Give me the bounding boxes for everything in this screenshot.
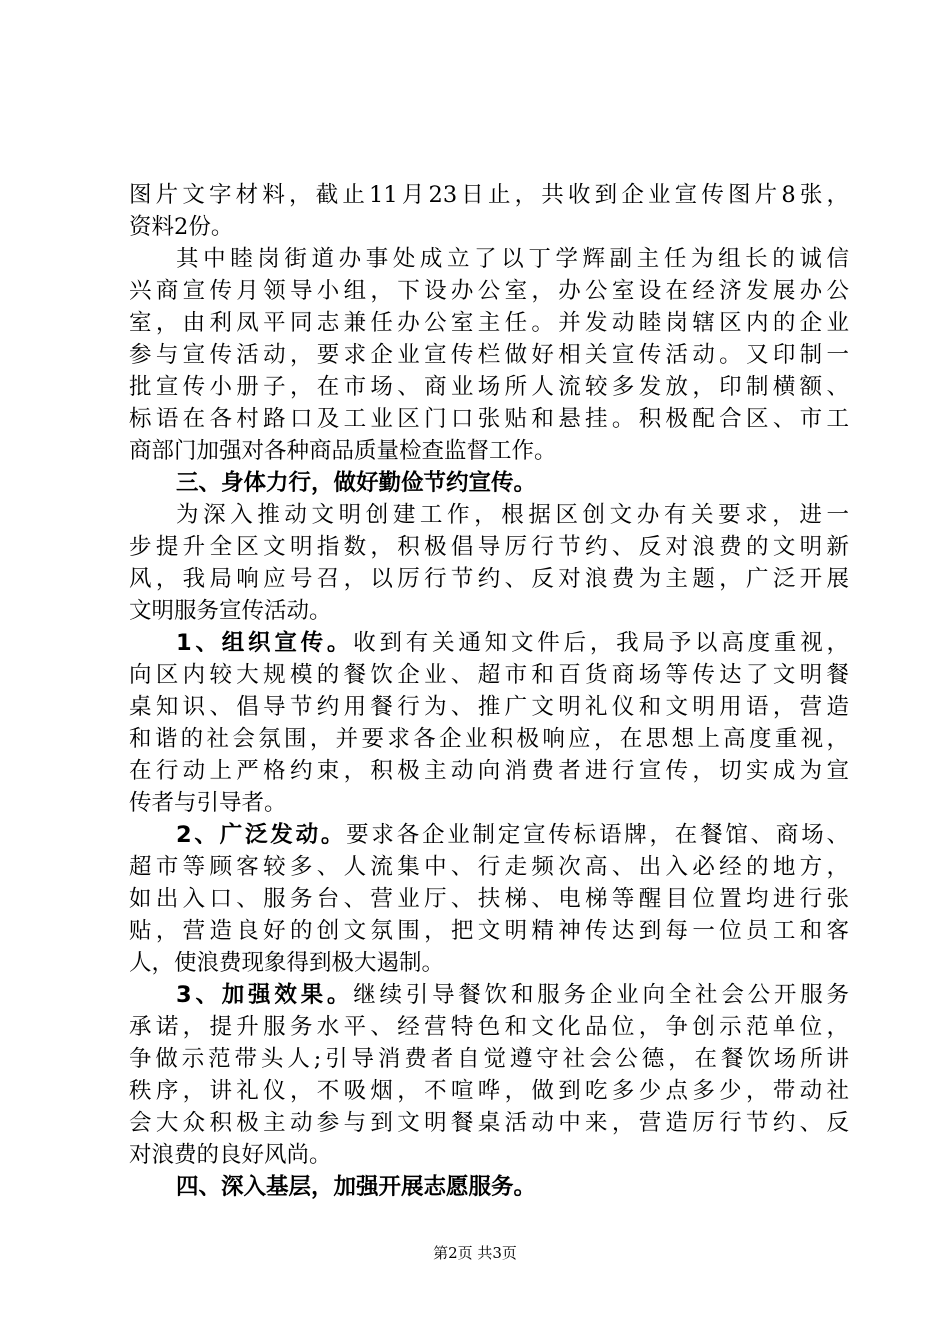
body-text-line: 超市等顾客较多、人流集中、行走频次高、出入必经的地方， [129,854,849,880]
body-text-line: 文明服务宣传活动。 [129,598,332,624]
body-text-line: 和谐的社会氛围，并要求各企业积极响应，在思想上高度重视， [129,726,849,752]
body-text-line: 其中睦岗街道办事处成立了以丁学辉副主任为组长的诚信 [176,246,849,272]
body-text-line: 为深入推动文明创建工作，根据区创文办有关要求，进一 [176,502,849,528]
body-text-line: 承诺，提升服务水平、经营特色和文化品位，争创示范单位， [129,1014,849,1040]
list-item-line [176,627,849,659]
body-text-line: 争做示范带头人;引导消费者自觉遵守社会公德，在餐饮场所讲 [129,1046,849,1072]
item-title: 2、广泛发动。 [176,822,347,848]
body-text-line: 人，使浪费现象得到极大遏制。 [129,950,445,976]
list-item-line [176,979,849,1011]
body-text-line: 风，我局响应号召，以厉行节约、反对浪费为主题，广泛开展 [129,566,849,592]
page-number-footer: 第2页 共3页 [433,1244,517,1262]
body-text-line: 步提升全区文明指数，积极倡导厉行节约、反对浪费的文明新 [129,534,849,560]
section-heading: 四、深入基层，加强开展志愿服务。 [176,1174,537,1200]
body-text-line: 标语在各村路口及工业区门口张贴和悬挂。积极配合区、市工 [129,406,849,432]
item-text: 继续引导餐饮和服务企业向全社会公开服务 [353,982,849,1008]
item-title: 1、组织宣传。 [176,630,354,656]
list-item-line [176,819,849,851]
body-text-line: 在行动上严格约束，积极主动向消费者进行宣传，切实成为宣 [129,758,849,784]
body-text-line: 兴商宣传月领导小组，下设办公室，办公室设在经济发展办公 [129,278,849,304]
body-text-line: 资料2份。 [129,214,234,240]
body-text-line: 贴，营造良好的创文氛围，把文明精神传达到每一位员工和客 [129,918,849,944]
body-text-line: 参与宣传活动，要求企业宣传栏做好相关宣传活动。又印制一 [129,342,849,368]
item-text: 收到有关通知文件后，我局予以高度重视， [353,630,849,656]
body-text-line: 图片文字材料，截止11月23日止，共收到企业宣传图片8张， [129,182,849,208]
body-text-line: 商部门加强对各种商品质量检查监督工作。 [129,438,557,464]
item-text: 要求各企业制定宣传标语牌，在餐馆、商场、 [346,822,849,848]
body-text-line: 会大众积极主动参与到文明餐桌活动中来，营造厉行节约、反 [129,1110,849,1136]
item-title: 3、加强效果。 [176,982,354,1008]
body-text-line: 秩序，讲礼仪，不吸烟，不喧哗，做到吃多少点多少，带动社 [129,1078,849,1104]
body-text-line: 如出入口、服务台、营业厅、扶梯、电梯等醒目位置均进行张 [129,886,849,912]
section-heading: 三、身体力行，做好勤俭节约宣传。 [176,470,537,496]
body-text-line: 桌知识、倡导节约用餐行为、推广文明礼仪和文明用语，营造 [129,694,849,720]
body-text-line: 对浪费的良好风尚。 [129,1142,332,1168]
body-text-line: 室，由利凤平同志兼任办公室主任。并发动睦岗辖区内的企业 [129,310,849,336]
body-text-line: 向区内较大规模的餐饮企业、超市和百货商场等传达了文明餐 [129,662,849,688]
body-text-line: 传者与引导者。 [129,790,287,816]
body-text-line: 批宣传小册子，在市场、商业场所人流较多发放，印制横额、 [129,374,849,400]
